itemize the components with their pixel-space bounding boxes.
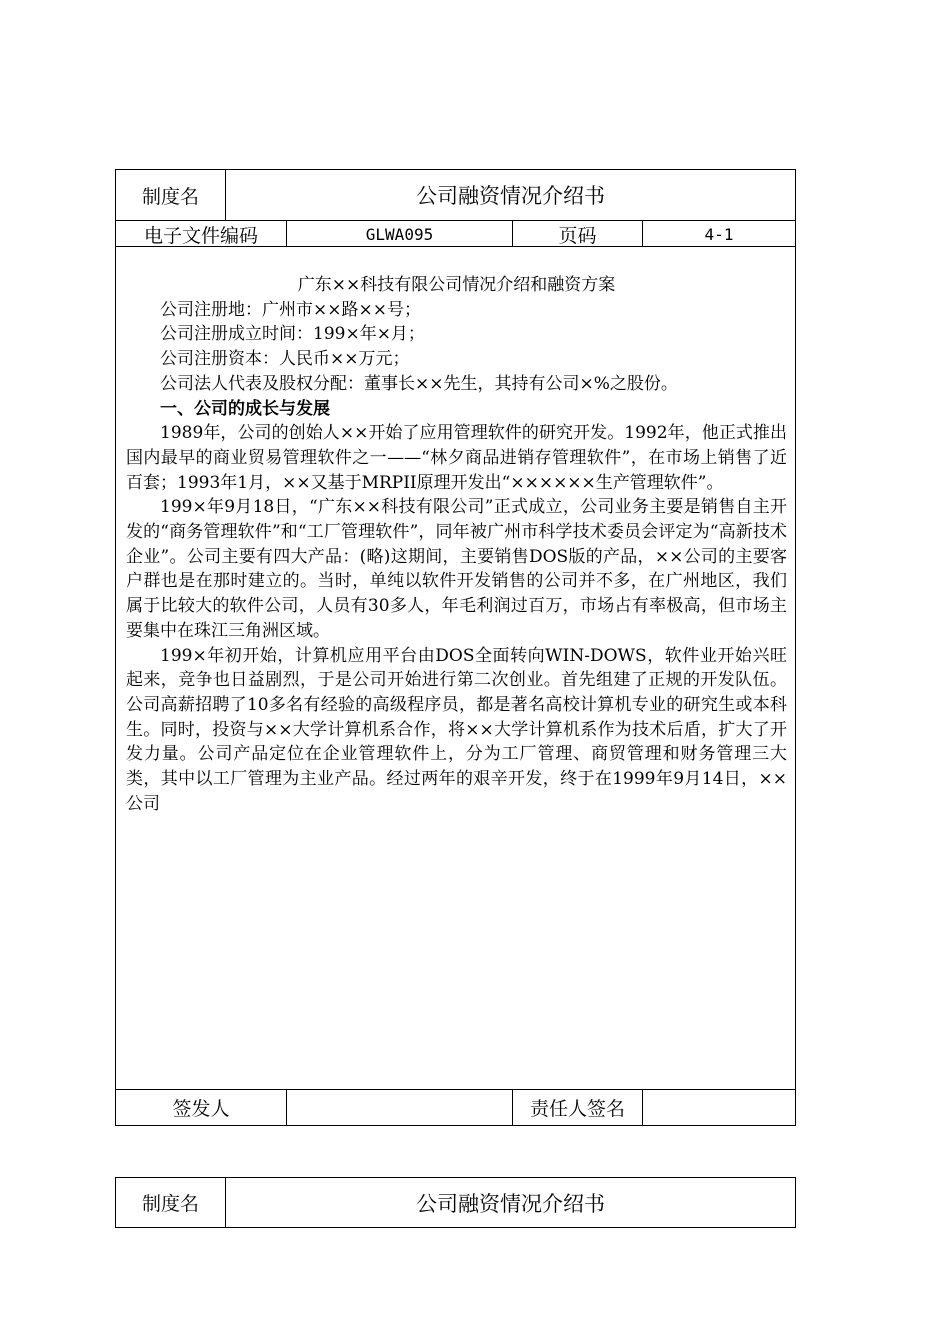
document-form <box>115 169 796 1126</box>
system-name: 公司融资情况介绍书 <box>225 170 795 220</box>
system-label: 制度名 <box>141 185 199 208</box>
doc-title: 广东××科技有限公司情况介绍和融资方案 <box>297 275 616 295</box>
paragraph-3: 199×年初开始，计算机应用平台由DOS全面转向WIN-DOWS，软件业开始兴旺起来，竞争也日益剧烈，于是公司开始进行第二次创业。首先组建了正规的开发队伍。公司高薪招聘了10多名有经验的高级程序员，都是著名高校计算机专业的研究生或本科生。同时，投资与××大学计算机系合作，将××大学计算机系作为技术后盾，扩大了开发力量。公司产品定位在企业管理软件上，分为工厂管理、商贸管理和财务管理三大类，其中以工厂管理为主业产品。经过两年的艰辛开发，终于在1999年9月14日，××公司 <box>126 645 787 814</box>
system-label-2: 制度名 <box>141 1193 199 1215</box>
code-row <box>116 220 795 247</box>
file-code-value: GLWA095 <box>286 221 512 247</box>
document-body <box>126 273 787 816</box>
reg-capital: 公司注册资本：人民币××万元； <box>160 349 410 370</box>
reg-time: 公司注册成立时间：199×年×月； <box>160 324 425 345</box>
paragraph-2: 199×年9月18日，“广东××科技有限公司”正式成立，公司业务主要是销售自主开发的“商务管理软件”和“工厂管理软件”，同年被广州市科学技术委员会评定为“高新技术企业”。公司主要有四大产品：(略)这期间，主要销售DOS版的产品，××公司的主要客户群也是在那时建立的。当时，单纯以软件开发销售的公司并不多，在广州地区，我们属于比较大的软件公司，人员有30多人，年毛利润过百万，市场占有率极高，但市场主要集中在珠江三角洲区域。 <box>126 497 787 641</box>
page-label: 页码 <box>512 221 642 247</box>
page-number: 4-1 <box>642 221 795 247</box>
section-heading: 一、公司的成长与发展 <box>160 398 330 419</box>
responsible-label: 责任人签名 <box>512 1090 642 1125</box>
responsible-signature-field[interactable] <box>642 1090 795 1125</box>
issuer-signature-field[interactable] <box>286 1090 512 1125</box>
system-name-2: 公司融资情况介绍书 <box>225 1178 795 1227</box>
header-row-2 <box>116 1178 795 1227</box>
content-area <box>116 246 795 1090</box>
paragraph-1: 1989年，公司的创始人××开始了应用管理软件的研究开发。1992年，他正式推出国内最早的商业贸易管理软件之一——“林夕商品进销存管理软件”，在市场上销售了近百套；1993年1月，××又基于MRPII原理开发出“××××××生产管理软件”。 <box>126 423 787 493</box>
header-row <box>116 170 795 220</box>
file-code-label: 电子文件编码 <box>143 224 258 247</box>
legal-rep: 公司法人代表及股权分配：董事长××先生，其持有公司×%之股份。 <box>160 373 678 394</box>
next-page-form-header <box>115 1177 796 1228</box>
signature-row <box>116 1089 795 1125</box>
issuer-label: 签发人 <box>172 1098 230 1120</box>
reg-address: 公司注册地：广州市××路××号； <box>160 299 421 320</box>
